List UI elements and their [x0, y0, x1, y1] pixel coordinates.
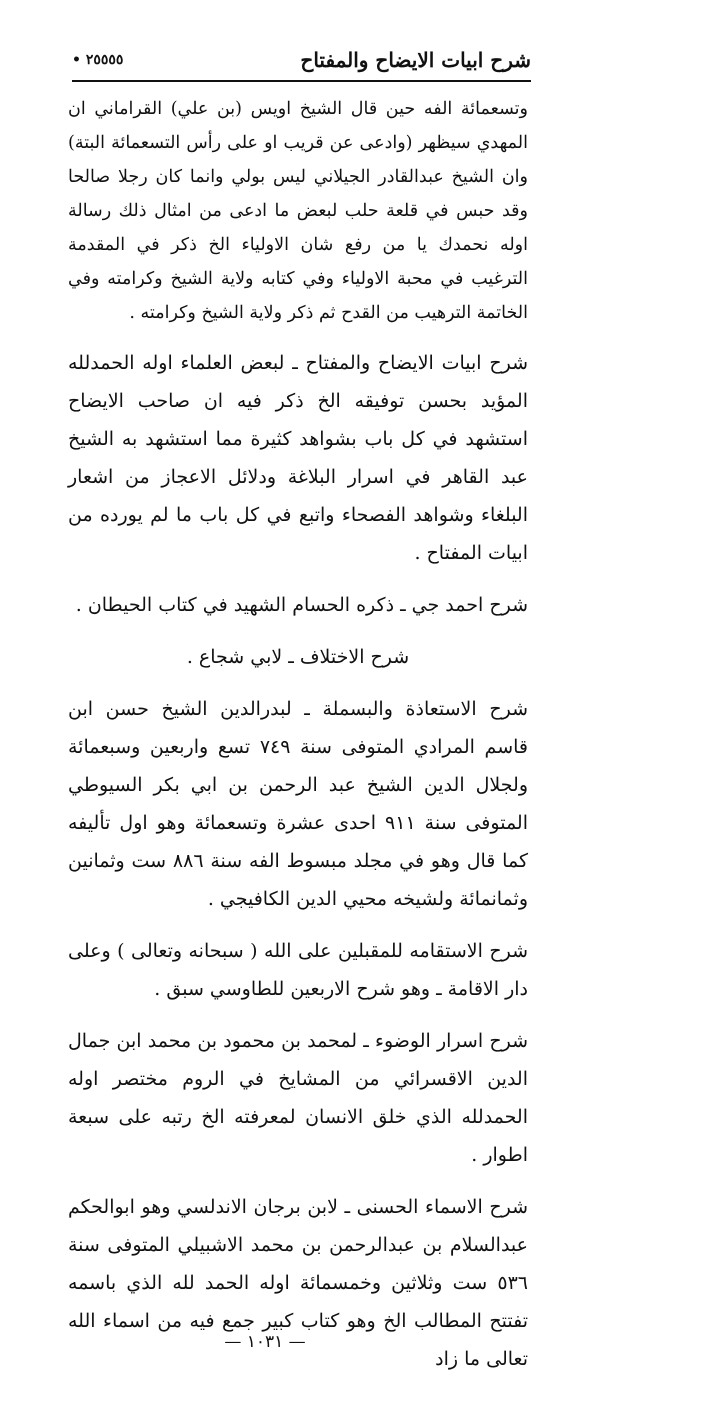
running-header: [72, 40, 531, 82]
page-number: — ١٠٣١ —: [224, 1332, 306, 1352]
header-title: شرح ابيات الايضاح والمفتاح: [300, 48, 531, 72]
entry-sharh-asrar-al-wudu: شرح اسرار الوضوء ـ لمحمد بن محمود بن محمد ابن جمال الدين الاقسرائي من المشايخ في الروم مختصر اوله الحمدلله الذي خلق الانسان لمعرفته الخ رتبه على سبعة اطوار .: [68, 1030, 528, 1166]
entry-sharh-al-ikhtilaf: شرح الاختلاف ـ لابي شجاع .: [186, 646, 410, 668]
header-code: • ٢٥٥٥٥: [72, 52, 124, 68]
page-body: [68, 92, 528, 1392]
entry-sharh-al-istiadha: شرح الاستعاذة والبسملة ـ لبدرالدين الشيخ حسن ابن قاسم المرادي المتوفى سنة ٧٤٩ تسع واربعين وسبعمائة ولجلال الدين الشيخ عبد الرحمن بن ابي بكر السيوطي المتوفى سنة ٩١١ احدى عشرة وتسعمائة وهو اول تأليفه كما قال وهو في مجلد مبسوط الفه سنة ٨٨٦ ست وثمانين وثمانمائة ولشيخه محيي الدين الكافيجي .: [68, 698, 528, 910]
entry-sharh-al-asma-al-husna: شرح الاسماء الحسنى ـ لابن برجان الاندلسي وهو ابوالحكم عبدالسلام بن عبدالرحمن بن محمد الاشبيلي المتوفى سنة ٥٣٦ ست وثلاثين وخمسمائة اوله الحمد لله الذي باسمه تفتتح المطالب الخ وهو كتاب كبير جمع فيه من اسماء الله تعالى ما زاد: [68, 1196, 528, 1370]
entry-sharh-ahmad-chi: شرح احمد جي ـ ذكره الحسام الشهيد في كتاب الحيطان .: [75, 594, 528, 616]
entry-continuation: وتسعمائة الفه حين قال الشيخ اويس (بن علي) القراماني ان المهدي سيظهر (وادعى عن قريب او على رأس التسعمائة البتة) وان الشيخ عبدالقادر الجيلاني ليس بولي وانما كان رجلا صالحا وقد حبس في قلعة حلب لبعض ما ادعى من امثال ذلك رسالة اوله نحمدك يا من رفع شان الاولياء الخ ذكر في المقدمة الترغيب في محبة الاولياء وفي كتابه ولاية الشيخ وكرامته وفي الخاتمة الترهيب من القدح ثم ذكر ولاية الشيخ وكرامته .: [68, 99, 528, 323]
entry-sharh-al-istiqama: شرح الاستقامه للمقبلين على الله ( سبحانه وتعالى ) وعلى دار الاقامة ـ وهو شرح الاربعين للطاوسي سبق .: [68, 940, 528, 1000]
entry-sharh-abyat-al-idah: شرح ابيات الايضاح والمفتاح ـ لبعض العلماء اوله الحمدلله المؤيد بحسن توفيقه الخ ذكر فيه ان صاحب الايضاح استشهد في كل باب بشواهد كثيرة مما استشهد به الشيخ عبد القاهر في اسرار البلاغة ودلائل الاعجاز من اشعار البلغاء وشواهد الفصحاء واتبع في كل باب ما لم يورده من ابيات المفتاح .: [68, 352, 528, 564]
